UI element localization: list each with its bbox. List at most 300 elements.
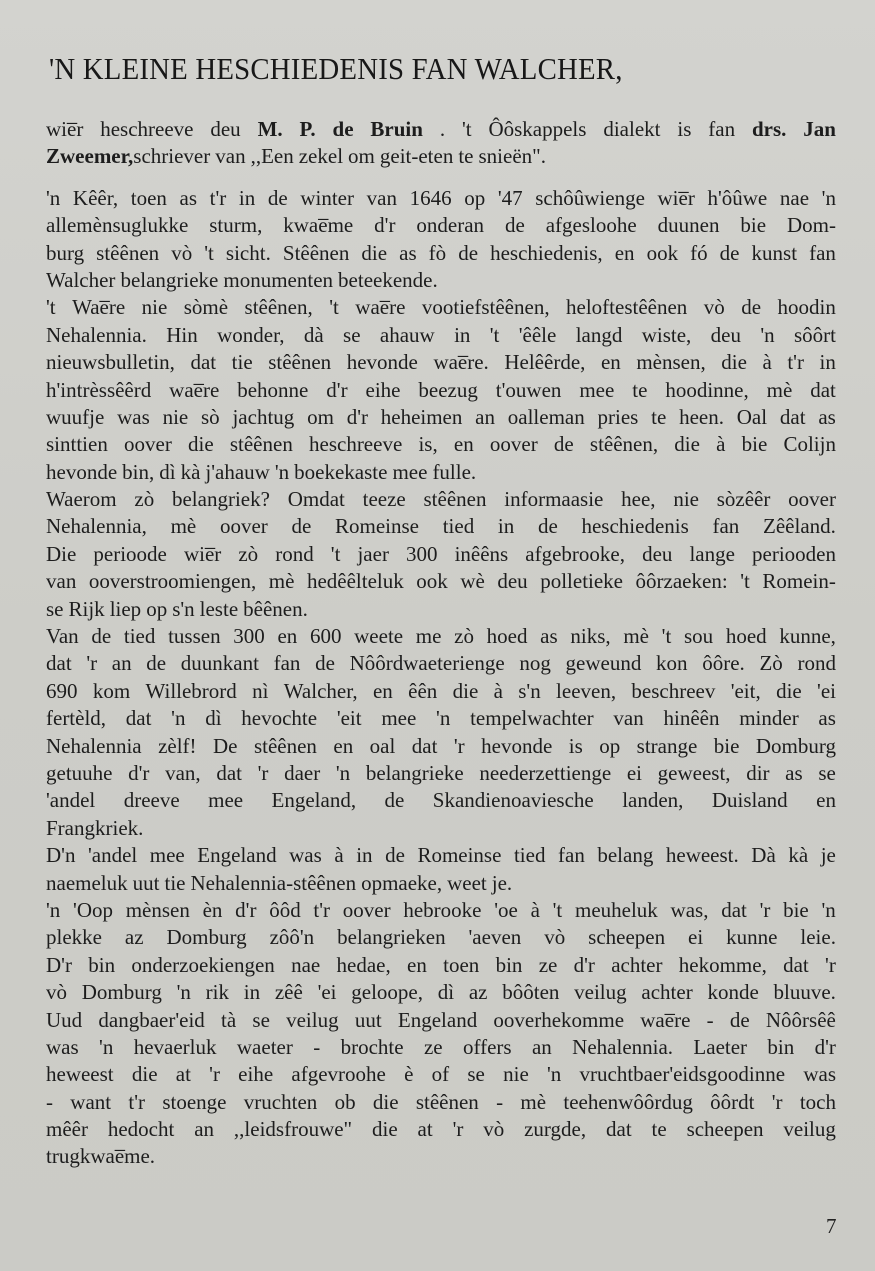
word: 'n bbox=[99, 1034, 114, 1059]
word: ôôre. bbox=[702, 651, 745, 676]
word: wie̅r bbox=[657, 185, 695, 210]
word: bin bbox=[767, 1034, 795, 1059]
word: Bruin bbox=[370, 117, 423, 141]
word: tempelwachter bbox=[470, 706, 594, 731]
word: at bbox=[175, 1062, 191, 1087]
word: as bbox=[540, 624, 558, 649]
text-line bbox=[46, 568, 836, 595]
text-line bbox=[46, 513, 836, 540]
word: onderan bbox=[416, 213, 485, 238]
word: se bbox=[818, 760, 836, 785]
word: die bbox=[372, 1089, 399, 1114]
text-line bbox=[46, 294, 836, 321]
word: Engeland bbox=[197, 843, 277, 868]
word: oover bbox=[489, 432, 538, 457]
word: heweest. bbox=[665, 843, 739, 868]
word: de bbox=[553, 432, 574, 457]
word: as bbox=[785, 760, 803, 785]
word: je bbox=[820, 843, 836, 868]
word: veilug bbox=[783, 1117, 836, 1142]
word: Stêênen bbox=[282, 240, 350, 265]
word: de bbox=[719, 240, 740, 265]
word: zèlf! bbox=[158, 733, 197, 758]
word: kwae̅me bbox=[283, 213, 354, 238]
word: êên bbox=[408, 678, 438, 703]
word: zò bbox=[238, 541, 259, 566]
word: leie. bbox=[800, 925, 836, 950]
word: van bbox=[46, 569, 77, 594]
word: an bbox=[111, 651, 132, 676]
word: beschreev bbox=[631, 678, 716, 703]
word: stêênen bbox=[415, 1089, 479, 1114]
word: uut bbox=[132, 870, 160, 895]
word: de bbox=[537, 514, 558, 539]
word: ei bbox=[688, 925, 704, 950]
word: heschiedenis bbox=[581, 514, 689, 539]
word: Uud bbox=[46, 1007, 83, 1032]
word: bin, bbox=[122, 459, 155, 484]
word: ob bbox=[334, 1089, 356, 1114]
text-line bbox=[46, 349, 836, 376]
word: hoodinne, bbox=[665, 377, 749, 402]
word: me bbox=[415, 624, 442, 649]
word: 'n bbox=[46, 185, 61, 210]
word: vò bbox=[171, 240, 193, 265]
word: Zweemer, bbox=[46, 144, 134, 169]
word: inêêns bbox=[454, 541, 509, 566]
word: t'r bbox=[209, 185, 227, 210]
word: in bbox=[454, 322, 471, 347]
word: 1646 bbox=[409, 185, 452, 210]
word: stêênen bbox=[268, 350, 332, 375]
word: as bbox=[179, 185, 198, 210]
word: h'intrèssêêrd bbox=[46, 377, 152, 402]
word: in bbox=[356, 843, 373, 868]
text-line bbox=[46, 377, 836, 404]
word: Jan bbox=[803, 117, 836, 141]
word: d'r bbox=[573, 952, 595, 977]
word: . bbox=[439, 117, 446, 141]
word: op bbox=[599, 733, 621, 758]
word: Nehalennia bbox=[46, 733, 142, 758]
word: 'n bbox=[821, 897, 836, 922]
word: è bbox=[404, 1062, 414, 1087]
text-line bbox=[46, 459, 836, 486]
word: Engeland, bbox=[271, 788, 357, 813]
word: die bbox=[188, 432, 214, 457]
word: getuuhe bbox=[46, 760, 113, 785]
word: Domburg bbox=[81, 980, 162, 1005]
word: 't bbox=[461, 117, 472, 141]
word: heheimen bbox=[380, 404, 463, 429]
word: die bbox=[721, 350, 747, 375]
word: stêênen, bbox=[589, 432, 659, 457]
word: se bbox=[46, 596, 64, 621]
word: was bbox=[803, 1062, 836, 1087]
text-line bbox=[46, 267, 836, 294]
word: die bbox=[372, 1117, 398, 1142]
word: hevochte bbox=[241, 706, 318, 731]
word: dà bbox=[303, 322, 324, 347]
word: 'eit bbox=[336, 706, 362, 731]
word: toen bbox=[130, 185, 167, 210]
word: en bbox=[407, 952, 427, 977]
word: as bbox=[399, 240, 417, 265]
word: was bbox=[117, 404, 150, 429]
word: hedêêlteluk bbox=[306, 569, 404, 594]
word: de bbox=[315, 651, 335, 676]
word: an bbox=[475, 404, 495, 429]
word: d'r bbox=[346, 404, 368, 429]
word: ei bbox=[626, 760, 642, 785]
word: jaer bbox=[357, 541, 389, 566]
word: informaasie bbox=[504, 487, 604, 512]
word: mee bbox=[208, 788, 244, 813]
word: belangrieke bbox=[365, 760, 464, 785]
word: duunen bbox=[657, 213, 720, 238]
word: 'ei bbox=[317, 980, 337, 1005]
paragraph-main bbox=[46, 185, 836, 1171]
text-line bbox=[46, 185, 836, 212]
word: as bbox=[818, 706, 836, 731]
word: heweest bbox=[46, 1062, 114, 1087]
word: Willebrord bbox=[145, 678, 237, 703]
word: of bbox=[431, 1062, 450, 1087]
word: dat bbox=[190, 350, 217, 375]
text-line bbox=[46, 870, 836, 897]
word: burg bbox=[46, 240, 85, 265]
word: mee bbox=[381, 706, 417, 731]
word: deu bbox=[710, 322, 741, 347]
word: dat bbox=[411, 733, 438, 758]
word: 't bbox=[204, 240, 214, 265]
word: naemeluk bbox=[46, 870, 128, 895]
text-line bbox=[46, 623, 836, 650]
word: 'n bbox=[176, 980, 191, 1005]
word: heschiedenis, bbox=[490, 240, 603, 265]
word: van, bbox=[165, 760, 201, 785]
word: was, bbox=[670, 897, 709, 922]
word: dir bbox=[746, 760, 770, 785]
word: vruchten bbox=[243, 1089, 318, 1114]
word: achter bbox=[641, 980, 693, 1005]
word: de bbox=[384, 788, 405, 813]
word: en bbox=[816, 788, 836, 813]
word: Romeinse bbox=[335, 514, 419, 539]
word: die bbox=[776, 678, 802, 703]
word: fulle. bbox=[432, 459, 477, 484]
word: bin bbox=[88, 952, 116, 977]
word: oal bbox=[369, 733, 396, 758]
word: lange bbox=[689, 541, 735, 566]
word: ,,Een bbox=[250, 144, 294, 169]
word: 't bbox=[329, 295, 339, 320]
word: kà bbox=[788, 843, 809, 868]
word: boekekaste bbox=[294, 459, 388, 484]
text-line bbox=[46, 1089, 836, 1116]
word: fò bbox=[428, 240, 447, 265]
word: s'n bbox=[172, 596, 195, 621]
word: Hin bbox=[166, 322, 198, 347]
word: 'ei bbox=[817, 678, 836, 703]
word: is bbox=[568, 733, 583, 758]
word: Frangkriek. bbox=[46, 815, 144, 840]
word: bôôten bbox=[502, 980, 560, 1005]
word: scheepen bbox=[588, 925, 666, 950]
word: fan bbox=[273, 651, 301, 676]
word: mee bbox=[149, 843, 185, 868]
word: allemènsuglukke bbox=[46, 213, 189, 238]
word: d'r bbox=[374, 213, 396, 238]
word: fó bbox=[690, 240, 708, 265]
word: leeven, bbox=[556, 678, 617, 703]
word: en bbox=[333, 733, 354, 758]
word: 'n bbox=[171, 706, 186, 731]
word: hevonde bbox=[481, 733, 553, 758]
word: mêêr bbox=[46, 1117, 88, 1142]
text-line bbox=[46, 486, 836, 513]
text-line bbox=[46, 760, 836, 787]
word: die bbox=[361, 240, 388, 265]
text-line bbox=[46, 952, 836, 979]
word: Oal bbox=[736, 404, 768, 429]
word: tied bbox=[513, 843, 546, 868]
word: 'aeven bbox=[468, 925, 522, 950]
word: teehenwôôrdug bbox=[563, 1089, 693, 1114]
word: 'r bbox=[453, 733, 465, 758]
text-line bbox=[46, 924, 836, 951]
word: tie bbox=[164, 870, 186, 895]
word: 't bbox=[46, 295, 56, 320]
text-line bbox=[46, 404, 836, 431]
word: van bbox=[613, 706, 644, 731]
word: rond bbox=[275, 541, 314, 566]
word: konde bbox=[707, 980, 759, 1005]
word: nie bbox=[503, 1062, 529, 1087]
text-line bbox=[46, 1007, 836, 1034]
word: '47 bbox=[497, 185, 523, 210]
word: ,,leidsfrouwe" bbox=[233, 1117, 353, 1142]
word: d'r bbox=[235, 897, 257, 922]
word: De bbox=[213, 733, 238, 758]
word: nie bbox=[141, 295, 168, 320]
word: Waerom bbox=[46, 487, 117, 512]
word: Helêêrde, bbox=[504, 350, 586, 375]
word: h'ôûwe bbox=[707, 185, 768, 210]
word: beezug bbox=[418, 377, 478, 402]
word: dat bbox=[721, 897, 747, 922]
word: oover bbox=[788, 487, 836, 512]
word: tied bbox=[442, 514, 475, 539]
word: belang bbox=[597, 843, 654, 868]
word: toen bbox=[443, 952, 480, 977]
word: Engeland bbox=[397, 1007, 478, 1032]
word: èn bbox=[202, 897, 223, 922]
word: 'oe bbox=[494, 897, 518, 922]
word: was bbox=[289, 843, 322, 868]
word: kunst bbox=[751, 240, 798, 265]
word: heschreeve bbox=[309, 432, 403, 457]
word: dì bbox=[437, 980, 455, 1005]
word: Nehalennia. bbox=[46, 322, 147, 347]
word: schriever bbox=[133, 144, 211, 169]
word: kunne bbox=[726, 925, 778, 950]
word: Colijn bbox=[783, 432, 836, 457]
word: om bbox=[307, 404, 334, 429]
text-line bbox=[46, 322, 836, 349]
word: Dom- bbox=[787, 213, 836, 238]
word: kom bbox=[92, 678, 131, 703]
text-line bbox=[46, 431, 836, 458]
word: de bbox=[267, 185, 288, 210]
word: niks, bbox=[570, 624, 611, 649]
word: eihe bbox=[238, 1062, 274, 1087]
word: ook bbox=[646, 240, 679, 265]
word: Domburg bbox=[755, 733, 836, 758]
word: ze bbox=[538, 952, 558, 977]
word: tà bbox=[221, 1007, 237, 1032]
word: à bbox=[334, 843, 344, 868]
word: deu bbox=[642, 541, 673, 566]
word: D'r bbox=[46, 952, 72, 977]
word: dat bbox=[783, 952, 809, 977]
word: meuheluk bbox=[574, 897, 658, 922]
word: dialekt bbox=[603, 117, 661, 141]
word: Skandienoaviesche bbox=[432, 788, 594, 813]
word: neederzettienge bbox=[479, 760, 612, 785]
word: tussen bbox=[168, 624, 221, 649]
word: - bbox=[313, 1034, 321, 1059]
text-line bbox=[46, 979, 836, 1006]
word: 'n bbox=[335, 760, 351, 785]
word: Walcher, bbox=[283, 678, 358, 703]
word: à bbox=[530, 897, 540, 922]
word: van bbox=[215, 144, 246, 169]
word: winter bbox=[300, 185, 354, 210]
word: dangbaer'eid bbox=[98, 1007, 205, 1032]
word: 'n bbox=[46, 897, 61, 922]
word: de bbox=[91, 624, 112, 649]
word: oover bbox=[219, 514, 268, 539]
text-line bbox=[46, 541, 836, 568]
word: plekke bbox=[46, 925, 102, 950]
paragraph-gap bbox=[46, 171, 836, 185]
word: daer bbox=[284, 760, 321, 785]
word: belangrieken bbox=[337, 925, 446, 950]
word: belangriek? bbox=[171, 487, 270, 512]
word: dat bbox=[125, 706, 152, 731]
word: t'r bbox=[128, 1089, 146, 1114]
word: d'r bbox=[128, 760, 150, 785]
word: Walcher bbox=[46, 267, 116, 292]
text-line bbox=[46, 678, 836, 705]
text-line bbox=[46, 650, 836, 677]
word: hedae, bbox=[336, 952, 391, 977]
word: want bbox=[70, 1089, 112, 1114]
word: sinttien bbox=[46, 432, 108, 457]
word: Dà bbox=[751, 843, 776, 868]
word: vò bbox=[703, 295, 725, 320]
word: Romeinse bbox=[417, 843, 502, 868]
word: en bbox=[614, 240, 635, 265]
word: zò bbox=[134, 487, 155, 512]
word: d'r bbox=[326, 377, 348, 402]
text-line bbox=[46, 897, 836, 924]
word: 'Oop bbox=[73, 897, 113, 922]
word: M. bbox=[257, 117, 283, 141]
word: se bbox=[343, 322, 361, 347]
word: hoed bbox=[725, 624, 767, 649]
word: wae̅re. bbox=[433, 350, 489, 375]
word: en bbox=[277, 624, 298, 649]
word: sò bbox=[201, 404, 220, 429]
word: dat bbox=[779, 404, 806, 429]
word: hekomme, bbox=[678, 952, 767, 977]
word: stêênen bbox=[423, 487, 487, 512]
word: en bbox=[600, 350, 621, 375]
word: stêênen bbox=[253, 733, 317, 758]
word: schôûwienge bbox=[535, 185, 645, 210]
text-line bbox=[46, 1061, 836, 1088]
word: - bbox=[46, 1089, 53, 1114]
word: Van bbox=[46, 624, 79, 649]
word: de bbox=[146, 651, 167, 676]
text-line bbox=[46, 143, 836, 170]
word: Laeter bbox=[693, 1034, 748, 1059]
word: trugkwae̅me. bbox=[46, 1144, 156, 1169]
word: vootiefstêênen, bbox=[421, 295, 550, 320]
word: weet bbox=[447, 870, 487, 895]
text-line bbox=[46, 787, 836, 814]
word: nieuwsbulletin, bbox=[46, 350, 175, 375]
word: mee bbox=[579, 377, 615, 402]
word: beteekende. bbox=[338, 267, 438, 292]
word: dat bbox=[46, 651, 72, 676]
word: in bbox=[819, 350, 836, 375]
text-line bbox=[46, 815, 836, 842]
word: behonne bbox=[237, 377, 309, 402]
word: Rijk bbox=[68, 596, 105, 621]
word: kunne, bbox=[779, 624, 836, 649]
word: te bbox=[651, 404, 667, 429]
word: stêênen, bbox=[244, 295, 313, 320]
word: is, bbox=[418, 432, 438, 457]
word: eihe bbox=[365, 377, 401, 402]
word: strange bbox=[636, 733, 698, 758]
word: om bbox=[348, 144, 375, 169]
word: die bbox=[131, 1062, 158, 1087]
word: 'r bbox=[759, 897, 771, 922]
word: zêê bbox=[274, 980, 303, 1005]
word: offers bbox=[463, 1034, 512, 1059]
word: mè bbox=[623, 624, 649, 649]
word: vruchtbaer'eidsgoodinne bbox=[579, 1062, 786, 1087]
word: sicht. bbox=[225, 240, 271, 265]
word: d'r bbox=[814, 1034, 836, 1059]
word: Wae̅re bbox=[72, 295, 126, 320]
word: oover bbox=[342, 897, 391, 922]
word: in bbox=[243, 980, 261, 1005]
word: 't bbox=[330, 541, 341, 566]
word: 'andel bbox=[46, 788, 96, 813]
word: wie̅r bbox=[183, 541, 222, 566]
word: afgesloohe bbox=[545, 213, 637, 238]
word: die bbox=[674, 432, 700, 457]
word: geweest, bbox=[657, 760, 731, 785]
word: liep bbox=[109, 596, 142, 621]
word: die bbox=[452, 678, 479, 703]
word: bie bbox=[741, 432, 768, 457]
